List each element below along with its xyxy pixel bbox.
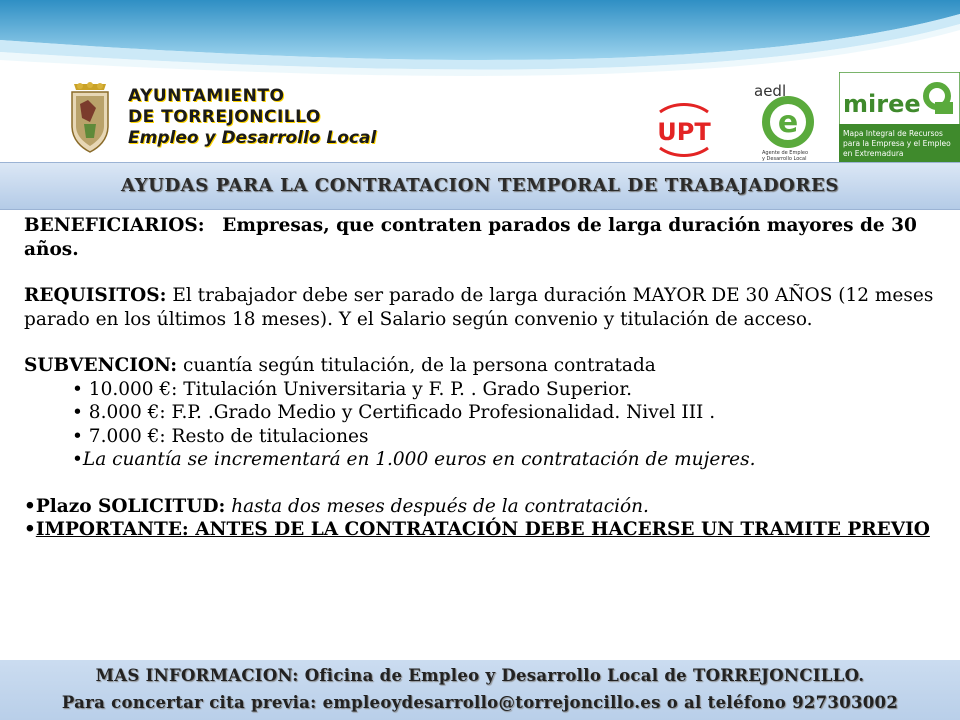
- aedl-logo: [748, 80, 822, 164]
- requisitos-label: REQUISITOS:: [24, 285, 167, 306]
- requisitos-paragraph: [24, 284, 954, 331]
- coat-of-arms-icon: [66, 82, 114, 154]
- aedl-logo-sub1: Agente de Empleo: [762, 150, 809, 156]
- subvencion-text: cuantía según titulación, de la persona contratada: [182, 355, 656, 376]
- aedl-logo-sub2: y Desarrollo Local: [762, 156, 807, 162]
- main-content: [24, 214, 954, 542]
- page-title: AYUDAS PARA LA CONTRATACION TEMPORAL DE TRABAJADORES: [121, 175, 839, 196]
- svg-text:e: e: [777, 105, 799, 140]
- importante-paragraph: [24, 518, 954, 542]
- org-name-line1: AYUNTAMIENTO: [128, 86, 285, 106]
- org-department: Empleo y Desarrollo Local: [128, 128, 377, 148]
- title-bar: [0, 162, 960, 210]
- requisitos-text: El trabajador debe ser parado de larga duración MAYOR DE 30 AÑOS (12 meses parado en los últimos 18 meses). Y el Salario según convenio y titulación de acceso.: [24, 285, 934, 330]
- footer-contact-line: Para concertar cita previa: empleoydesarrollo@torrejoncillo.es o al teléfono 927303002: [61, 693, 899, 712]
- beneficiarios-text: Empresas, que contraten parados de larga duración mayores de 30 años.: [24, 215, 917, 260]
- importante-text: IMPORTANTE: ANTES DE LA CONTRATACIÓN DEBE HACERSE UN TRAMITE PREVIO: [35, 519, 930, 540]
- miree-logo-sub2: para la Empresa y el Empleo: [843, 139, 951, 148]
- top-wave-decoration: [0, 0, 960, 90]
- miree-logo-sub1: Mapa Integral de Recursos: [843, 129, 943, 138]
- subvencion-note: •La cuantía se incrementará en 1.000 euros en contratación de mujeres.: [72, 449, 756, 470]
- miree-logo-title: miree: [843, 90, 921, 118]
- organization-name: [128, 86, 376, 149]
- footer-info-line: MAS INFORMACION: Oficina de Empleo y Desarrollo Local de TORREJONCILLO.: [95, 666, 865, 685]
- upt-logo-text: UPT: [657, 118, 711, 146]
- upt-logo: [654, 100, 714, 160]
- subvencion-paragraph: [24, 354, 954, 378]
- subvencion-label: SUBVENCION:: [24, 355, 178, 376]
- org-name-line2: DE TORREJONCILLO: [128, 107, 321, 127]
- importante-bullet: •: [24, 519, 36, 540]
- plazo-paragraph: [24, 495, 954, 519]
- plazo-text: hasta dos meses después de la contratación.: [231, 495, 649, 517]
- aedl-logo-text: aedl: [754, 82, 787, 100]
- beneficiarios-paragraph: [24, 214, 954, 261]
- miree-logo-sub3: en Extremadura: [843, 149, 904, 158]
- footer-bar: [0, 660, 960, 720]
- plazo-label: •Plazo SOLICITUD:: [24, 495, 226, 517]
- subvencion-item-2: • 8.000 €: F.P. .Grado Medio y Certificado Profesionalidad. Nivel III .: [72, 402, 716, 423]
- miree-logo: [839, 72, 960, 164]
- subvencion-item-3: • 7.000 €: Resto de titulaciones: [72, 425, 369, 447]
- subvencion-item-1: • 10.000 €: Titulación Universitaria y F. P. . Grado Superior.: [72, 378, 633, 400]
- beneficiarios-label: BENEFICIARIOS:: [24, 215, 205, 236]
